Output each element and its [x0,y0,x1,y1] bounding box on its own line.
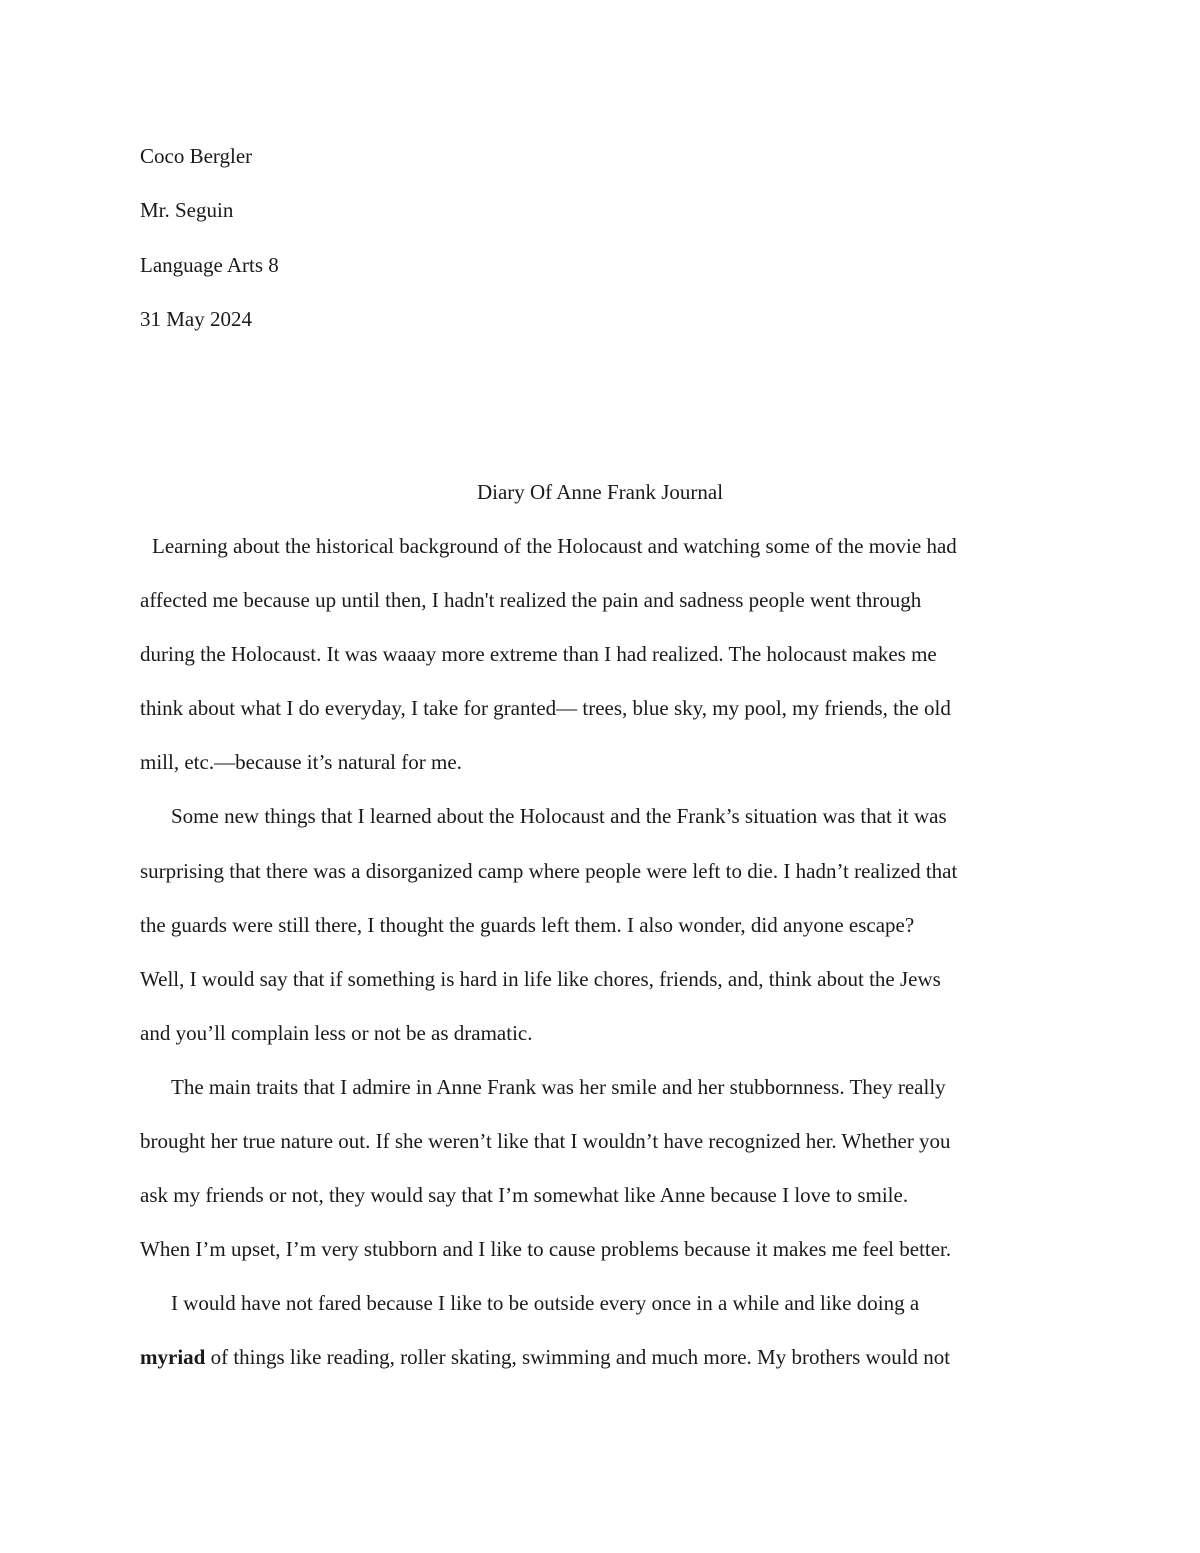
paragraph-3-line-2: brought her true nature out. If she weren’t like that I wouldn’t have recognized her. Whether you [140,1129,951,1154]
paragraph-1-line-1: Learning about the historical background of the Holocaust and watching some of the movie had [152,534,957,558]
mla-heading [140,140,1060,357]
paragraph-2-line-2: surprising that there was a disorganized camp where people were left to die. I hadn’t realized that [140,858,958,883]
paragraph-2-line-4: Well, I would say that if something is hard in life like chores, friends, and, think about the Jews [140,966,941,991]
date: 31 May 2024 [140,306,252,331]
paragraph-3-line-3: ask my friends or not, they would say that I’m somewhat like Anne because I love to smile. [140,1183,909,1208]
paragraph-3-line-4: When I’m upset, I’m very stubborn and I like to cause problems because it makes me feel better. [140,1237,952,1262]
document-title: Diary Of Anne Frank Journal [476,480,724,504]
paragraph-4-line-1: I would have not fared because I like to be outside every once in a while and like doing a [171,1291,920,1316]
paragraph-1-line-5: mill, etc.—because it’s natural for me. [140,750,462,775]
paragraph-2-line-1: Some new things that I learned about the Holocaust and the Frank’s situation was that it was [171,804,947,829]
paragraph-4-line-2-text: of things like reading, roller skating, swimming and much more. My brothers would not [205,1345,951,1370]
course-name: Language Arts 8 [140,252,279,277]
paragraph-2-line-5: and you’ll complain less or not be as dramatic. [140,1020,533,1045]
document-body [140,530,1060,1396]
teacher-name: Mr. Seguin [140,198,234,223]
bold-vocabulary-word: myriad [140,1345,206,1370]
paragraph-1-line-2: affected me because up until then, I hadn't realized the pain and sadness people went through [140,588,922,613]
paragraph-4-line-2 [140,1341,1060,1395]
paragraph-1-line-3: during the Holocaust. It was waaay more extreme than I had realized. The holocaust makes me [140,642,937,667]
paragraph-3-line-1: The main traits that I admire in Anne Frank was her smile and her stubbornness. They really [171,1074,946,1099]
paragraph-2-line-3: the guards were still there, I thought the guards left them. I also wonder, did anyone escape? [140,912,915,937]
paragraph-1-line-4: think about what I do everyday, I take for granted— trees, blue sky, my pool, my friends, the old [140,696,951,721]
author-name: Coco Bergler [140,144,253,168]
